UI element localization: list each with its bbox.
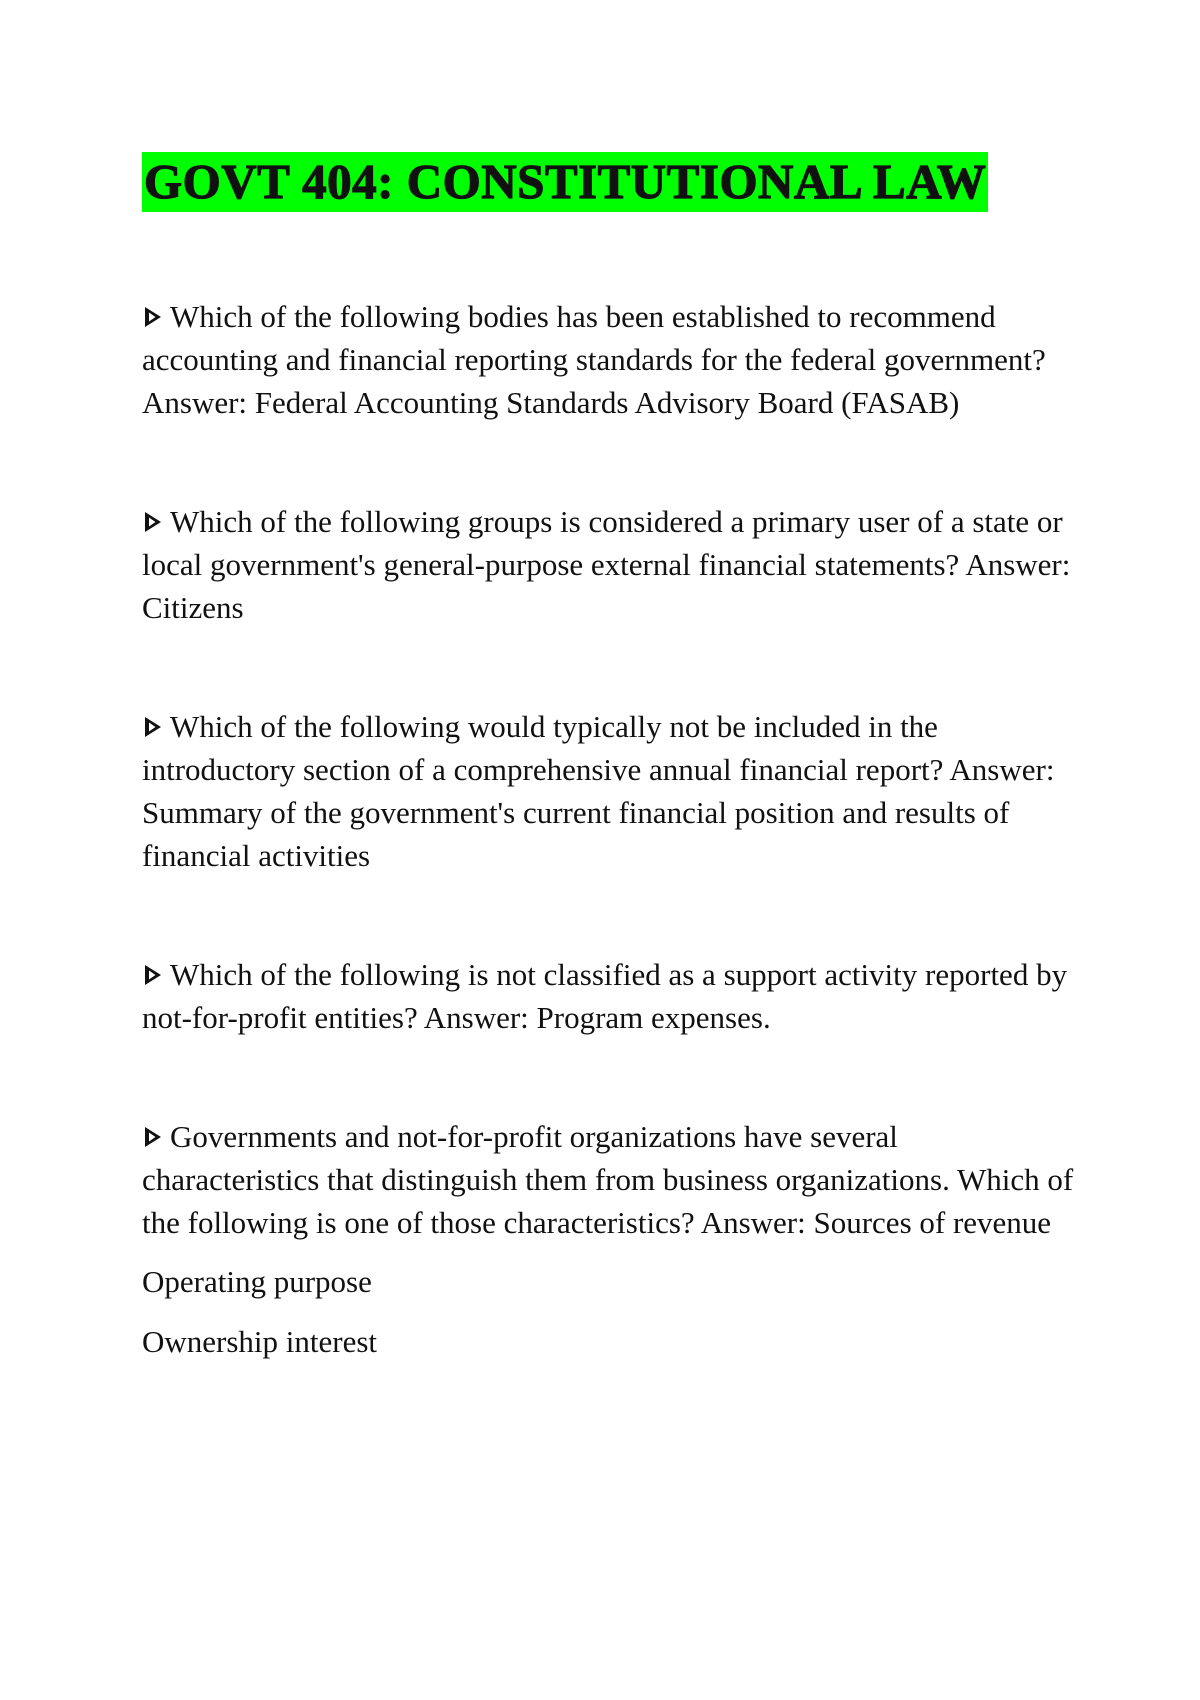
qa-item — [142, 295, 1082, 424]
qa-text: Which of the following groups is considered a primary user of a state or local government's general-purpose external financial statements? Answer: Citizens — [142, 504, 1071, 625]
qa-text: Which of the following would typically not be included in the introductory section of a comprehensive annual financial report? Answer: Summary of the government's current financial position and results of financial activities — [142, 709, 1055, 873]
qa-text: Governments and not-for-profit organizations have several characteristics that distinguish them from business organizations. Which of the following is one of those characteristics? Answer: Sources of revenue — [142, 1119, 1074, 1240]
triangle-arrow-bullet-icon — [142, 305, 164, 329]
qa-item — [142, 1115, 1082, 1244]
document-page — [142, 152, 1082, 1363]
qa-item — [142, 500, 1082, 629]
triangle-arrow-bullet-icon — [142, 1125, 164, 1149]
qa-text: Which of the following bodies has been established to recommend accounting and financial reporting standards for the federal government? Answer: Federal Accounting Standards Advisory Board (FASAB) — [142, 299, 1046, 420]
qa-item — [142, 705, 1082, 877]
answer-option: Ownership interest — [142, 1324, 378, 1359]
document-title: GOVT 404: CONSTITUTIONAL LAW — [142, 152, 988, 212]
answer-option: Operating purpose — [142, 1264, 372, 1299]
qa-text: Which of the following is not classified as a support activity reported by not-for-profit entities? Answer: Program expenses. — [142, 957, 1068, 1035]
triangle-arrow-bullet-icon — [142, 963, 164, 987]
qa-item — [142, 953, 1082, 1039]
triangle-arrow-bullet-icon — [142, 510, 164, 534]
triangle-arrow-bullet-icon — [142, 715, 164, 739]
